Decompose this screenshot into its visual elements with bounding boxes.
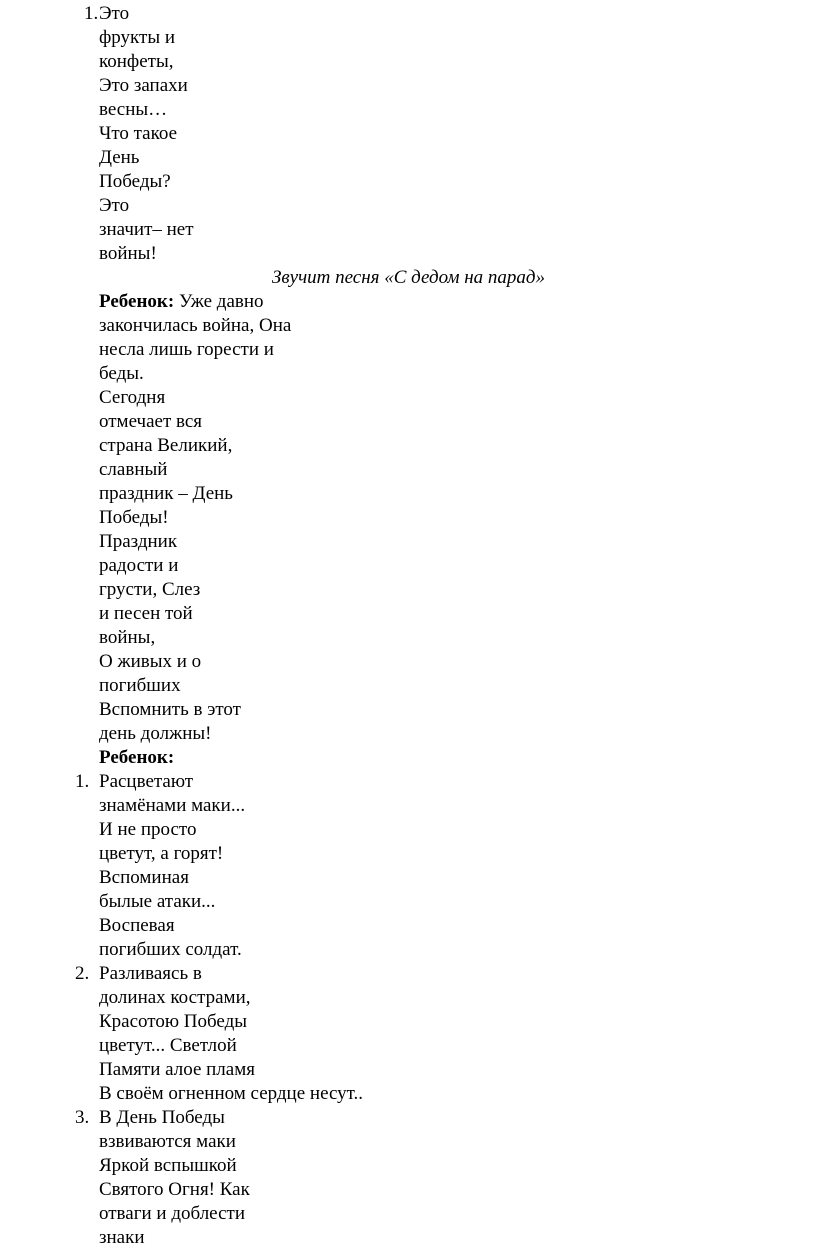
verse-line: погибших солдат. <box>99 939 242 960</box>
verse-line: Это <box>99 3 130 24</box>
verse-line: войны! <box>99 243 157 264</box>
speech-line: страна Великий, <box>99 435 233 456</box>
verse-line: Что такое <box>99 123 178 144</box>
verse-line: Яркой вспышкой <box>99 1155 237 1176</box>
song-heading: Звучит песня «С дедом на парад» <box>272 267 546 288</box>
verse-line: Расцветают <box>99 771 194 792</box>
speech-line: отмечает вся <box>99 411 203 432</box>
verse-line: Красотою Победы <box>99 1011 248 1032</box>
verse-line: отваги и доблести <box>99 1203 245 1224</box>
speech-line: день должны! <box>99 723 212 744</box>
speech-line: Победы! <box>99 507 169 528</box>
verse-line: Вспоминая <box>99 867 189 888</box>
verse-line: День <box>99 147 140 168</box>
speech-text: Уже давно <box>174 291 264 312</box>
verse-line: Памяти алое пламя <box>99 1059 255 1080</box>
speaker-label: Ребенок: <box>99 747 175 768</box>
verse-line: И не просто <box>99 819 197 840</box>
verse-line: долинах кострами, <box>99 987 251 1008</box>
list-number: 1. <box>75 771 90 792</box>
verse-line: фрукты и <box>99 27 176 48</box>
list-number: 2. <box>75 963 90 984</box>
verse-line: Разливаясь в <box>99 963 202 984</box>
verse-line: знамёнами маки... <box>99 795 246 816</box>
speech-line: грусти, Слез <box>99 579 201 600</box>
verse-line: весны… <box>99 99 168 120</box>
verse-line: Святого Огня! Как <box>99 1179 250 1200</box>
speech-line: несла лишь горести и <box>99 339 274 360</box>
list-number: 3. <box>75 1107 90 1128</box>
speech-line: О живых и о <box>99 651 202 672</box>
verse-line: былые атаки... <box>99 891 216 912</box>
speaker-label: Ребенок: <box>99 291 175 312</box>
speech-line: Сегодня <box>99 387 166 408</box>
verse-line: Это запахи <box>99 75 188 96</box>
speech-line: и песен той <box>99 603 193 624</box>
speech-line: погибших <box>99 675 181 696</box>
speech-line: радости и <box>99 555 179 576</box>
list-number: 1. <box>84 3 99 24</box>
verse-line: взвиваются маки <box>99 1131 236 1152</box>
verse-line: цветут, а горят! <box>99 843 224 864</box>
speech-line: праздник – День <box>99 483 233 504</box>
speech-line: войны, <box>99 627 156 648</box>
verse-line: В своём огненном сердце несут.. <box>99 1083 364 1104</box>
speech-line: Вспомнить в этот <box>99 699 241 720</box>
verse-line: Это <box>99 195 130 216</box>
verse-line: знаки <box>99 1227 145 1248</box>
verse-line: В День Победы <box>99 1107 225 1128</box>
verse-line: цветут... Светлой <box>99 1035 237 1056</box>
verse-line: конфеты, <box>99 51 174 72</box>
speech-line: славный <box>99 459 168 480</box>
speech-line: Праздник <box>99 531 178 552</box>
speech-line: беды. <box>99 363 144 384</box>
speech-line: закончилась война, Она <box>99 315 292 336</box>
verse-line: Воспевая <box>99 915 175 936</box>
verse-line: значит– нет <box>99 219 194 240</box>
speech-first-line <box>99 290 264 314</box>
verse-line: Победы? <box>99 171 171 192</box>
